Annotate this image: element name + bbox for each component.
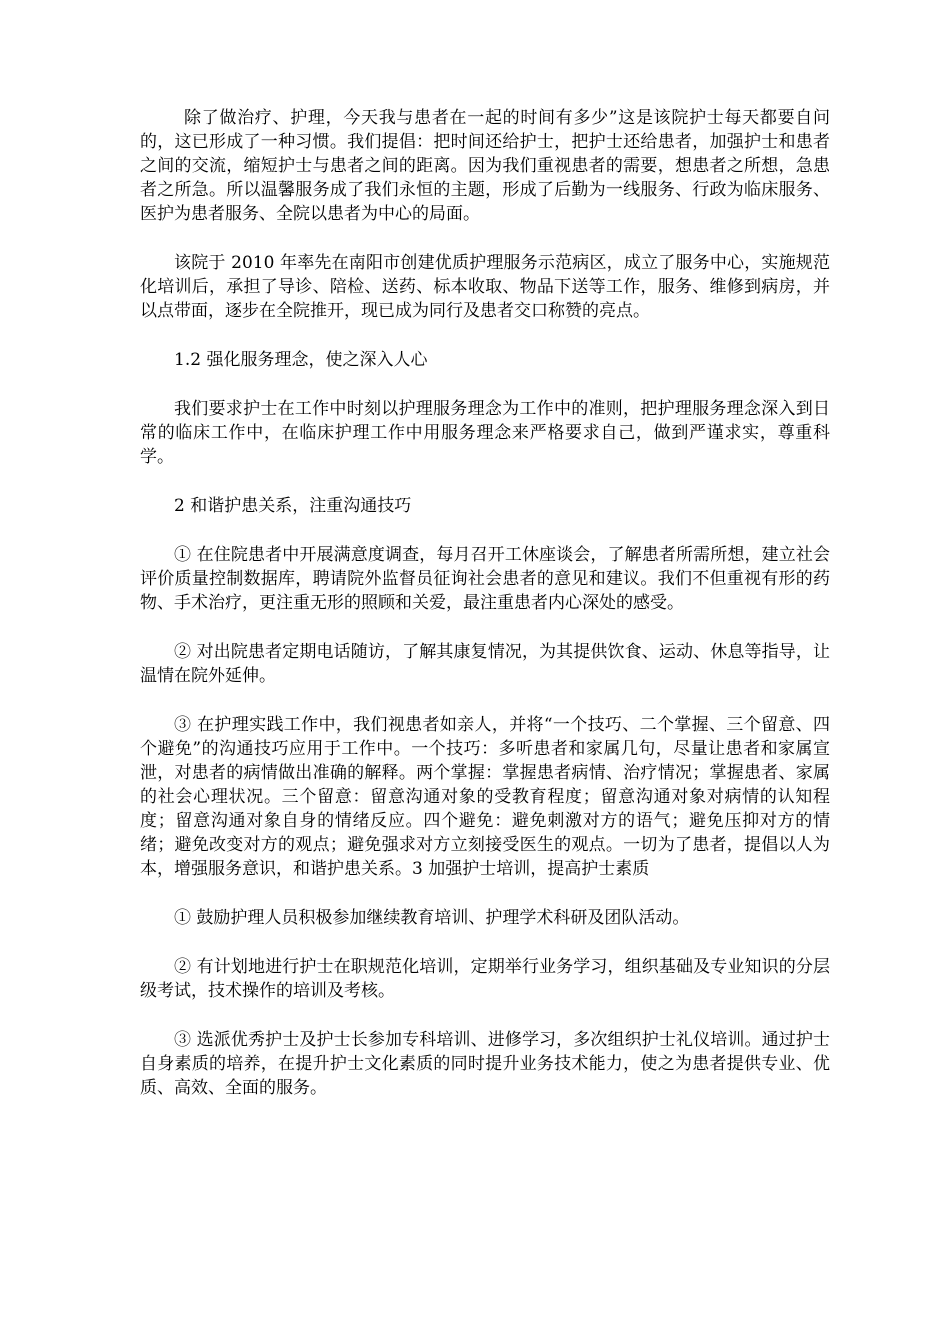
paragraph-intro: 除了做治疗、护理，今天我与患者在一起的时间有多少”这是该院护士每天都要自问的，这已形成了一种习惯。我们提倡：把时间还给护士，把护士还给患者，加强护士和患者之间的交流，缩短护士与患者之间的距离。因为我们重视患者的需要，想患者之所想，急患者之所急。所以温馨服务成了我们永恒的主题，形成了后勤为一线服务、行政为临床服务、医护为患者服务、全院以患者为中心的局面。	[140, 108, 830, 224]
paragraph-item-1: ① 在住院患者中开展满意度调查，每月召开工休座谈会，了解患者所需所想，建立社会评价质量控制数据库，聘请院外监督员征询社会患者的意见和建议。我们不但重视有形的药物、手术治疗，更注重无形的照顾和关爱，最注重患者内心深处的感受。	[140, 545, 830, 613]
paragraph-training-1: ① 鼓励护理人员积极参加继续教育培训、护理学术科研及团队活动。	[174, 908, 690, 928]
paragraph-training-2: ② 有计划地进行护士在职规范化培训，定期举行业务学习，组织基础及专业知识的分层级考试，技术操作的培训及考核。	[140, 957, 830, 1001]
document-page	[140, 106, 830, 1125]
paragraph-item-3: ③ 在护理实践工作中，我们视患者如亲人，并将“一个技巧、二个掌握、三个留意、四个避免”的沟通技巧应用于工作中。一个技巧：多听患者和家属几句，尽量让患者和家属宣泄，对患者的病情做出准确的解释。两个掌握：掌握患者病情、治疗情况；掌握患者、家属的社会心理状况。三个留意：留意沟通对象的受教育程度；留意沟通对象对病情的认知程度；留意沟通对象自身的情绪反应。四个避免：避免刺激对方的语气；避免压抑对方的情绪；避免改变对方的观点；避免强求对方立刻接受医生的观点。一切为了患者，提倡以人为本，增强服务意识，和谐护患关系。3 加强护士培训，提高护士素质	[140, 715, 830, 879]
paragraph-training-3: ③ 选派优秀护士及护士长参加专科培训、进修学习，多次组织护士礼仪培训。通过护士自身素质的培养，在提升护士文化素质的同时提升业务技术能力，使之为患者提供专业、优质、高效、全面的服务。	[140, 1030, 830, 1098]
section-heading-2: 2 和谐护患关系，注重沟通技巧	[174, 496, 412, 516]
paragraph-service-concept: 我们要求护士在工作中时刻以护理服务理念为工作中的准则，把护理服务理念深入到日常的临床工作中，在临床护理工作中用服务理念来严格要求自己，做到严谨求实，尊重科学。	[140, 399, 830, 467]
section-heading-1-2: 1.2 强化服务理念，使之深入人心	[174, 350, 428, 370]
paragraph-demonstration-ward: 该院于 2010 年率先在南阳市创建优质护理服务示范病区，成立了服务中心，实施规范化培训后，承担了导诊、陪检、送药、标本收取、物品下送等工作，服务、维修到病房，并以点带面，逐步在全院推开，现已成为同行及患者交口称赞的亮点。	[140, 253, 830, 321]
paragraph-item-2: ② 对出院患者定期电话随访，了解其康复情况，为其提供饮食、运动、休息等指导，让温情在院外延伸。	[140, 642, 830, 686]
